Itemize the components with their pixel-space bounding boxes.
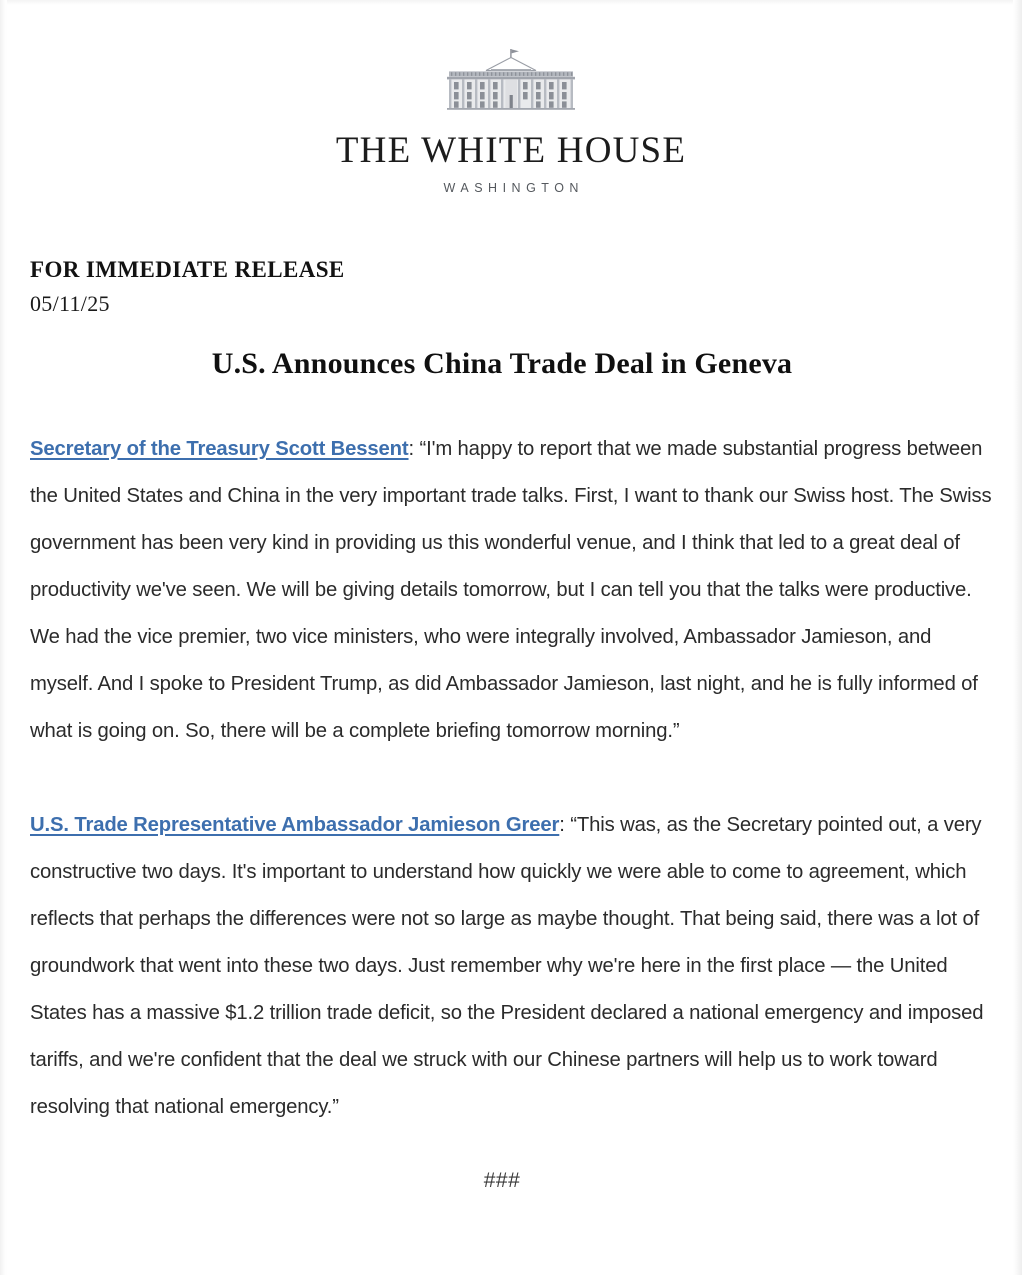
speaker-link-bessent[interactable]: Secretary of the Treasury Scott Bessent	[30, 437, 409, 460]
end-mark: ###	[483, 1168, 521, 1192]
speaker-link-greer[interactable]: U.S. Trade Representative Ambassador Jamieson Greer	[30, 813, 560, 836]
wordmark-washington: WASHINGTON	[443, 180, 584, 195]
statement-paragraph	[30, 426, 992, 755]
white-house-building-icon	[435, 48, 587, 116]
statements-container	[30, 426, 992, 1131]
statement-paragraph	[30, 802, 992, 1131]
statement-quote: “This was, as the Secretary pointed out, a very constructive two days. It's important to understand how quickly we were able to come to agreement, which reflects that perhaps the differences were not so large as maybe thought. That being said, there was a lot of groundwork that went into these two days. Just remember why we're here in the first place — the United States has a massive $1.2 trillion trade deficit, so the President declared a national emergency and imposed tariffs, and we're confident that the deal we struck with our Chinese partners will help us to work toward resolving that national emergency.”	[30, 813, 984, 1118]
letterhead	[0, 0, 1022, 195]
release-date: 05/11/25	[30, 290, 110, 316]
wordmark-the-white-house: THE WHITE HOUSE	[335, 130, 687, 171]
page-title: U.S. Announces China Trade Deal in Geneva	[211, 346, 793, 380]
speaker-separator: :	[559, 813, 571, 836]
for-immediate-release-label: FOR IMMEDIATE RELEASE	[30, 256, 345, 282]
release-header	[30, 257, 1022, 317]
speaker-separator: :	[408, 437, 420, 460]
statement-quote: “I'm happy to report that we made substantial progress between the United States and China in the very important trade talks. First, I want to thank our Swiss host. The Swiss government has been very kind in providing us this wonderful venue, and I think that led to a great deal of productivity we've seen. We will be giving details tomorrow, but I can tell you that the talks were productive. We had the vice premier, two vice ministers, who were integrally involved, Ambassador Jamieson, and myself. And I spoke to President Trump, as did Ambassador Jamieson, last night, and he is fully informed of what is going on. So, there will be a complete briefing tomorrow morning.”	[30, 437, 992, 742]
